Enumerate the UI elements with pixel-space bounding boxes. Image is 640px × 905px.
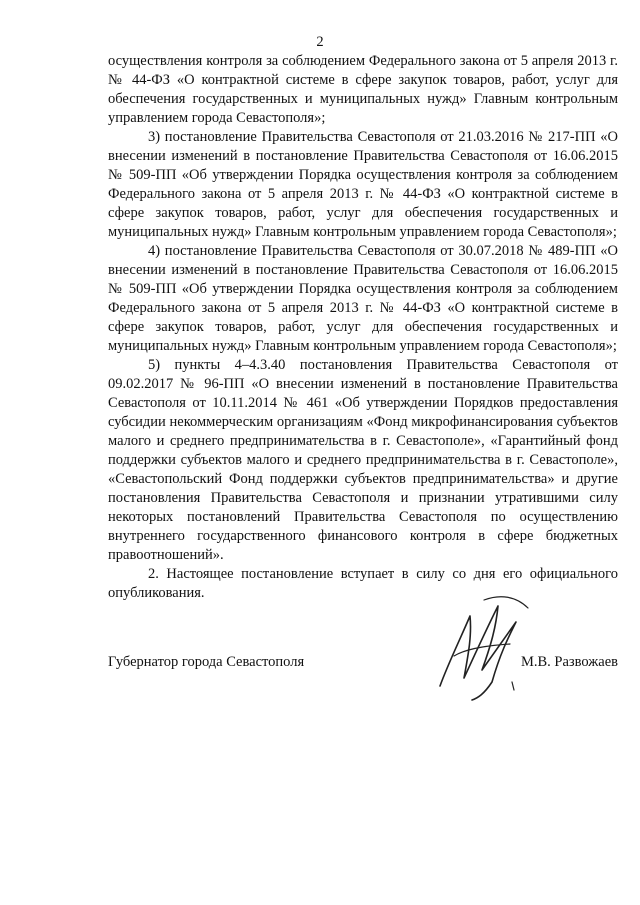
- paragraph-clause-2: 2. Настоящее постановление вступает в силу со дня его официального опубликования.: [108, 566, 618, 601]
- paragraph-item-5: 5) пункты 4–4.3.40 постановления Правительства Севастополя от 09.02.2017 № 96-ПП «О внесении изменений в постановление Правительства Севастополя от 10.11.2014 № 461 «Об утверждении Порядков предоставления субсидии некоммерческим организациям «Фонд микрофинансирования субъектов малого и среднего предпринимательства в г. Севастополе», «Гарантийный фонд поддержки субъектов малого и среднего предпринимательства в г. Севастополе», «Севастопольский Фонд поддержки субъектов предпринимательства» и другие постановления Правительства Севастополя и признании утратившими силу некоторых постановлений Правительства Севастополя по осуществлению внутреннего государственного финансового контроля в сфере бюджетных правоотношений».: [108, 357, 618, 563]
- handwritten-signature: [420, 586, 540, 706]
- paragraph-continuation: осуществления контроля за соблюдением Федерального закона от 5 апреля 2013 г. № 44-ФЗ «О контрактной системе в сфере закупок товаров, работ, услуг для обеспечения государственных и муниципальных нужд» Главным контрольным управлением города Севастополя»;: [108, 53, 618, 126]
- signer-name: М.В. Развожаев: [520, 654, 618, 670]
- signer-title: Губернатор города Севастополя: [108, 654, 305, 670]
- page-number: 2: [316, 34, 324, 50]
- document-body: [108, 52, 618, 603]
- signature-block: [108, 654, 618, 676]
- paragraph-item-4: 4) постановление Правительства Севастополя от 30.07.2018 № 489-ПП «О внесении изменений в постановление Правительства Севастополя от 16.06.2015 № 509-ПП «Об утверждении Порядка осуществления контроля за соблюдением Федерального закона от 5 апреля 2013 г. № 44-ФЗ «О контрактной системе в сфере закупок товаров, работ, услуг для обеспечения государственных и муниципальных нужд» Главным контрольным управлением города Севастополя»;: [108, 243, 618, 354]
- paragraph-item-3: 3) постановление Правительства Севастополя от 21.03.2016 № 217-ПП «О внесении изменений в постановление Правительства Севастополя от 16.06.2015 № 509-ПП «Об утверждении Порядка осуществления контроля за соблюдением Федерального закона от 5 апреля 2013 г. № 44-ФЗ «О контрактной системе в сфере закупок товаров, работ, услуг для обеспечения государственных и муниципальных нужд» Главным контрольным управлением города Севастополя»;: [108, 129, 618, 240]
